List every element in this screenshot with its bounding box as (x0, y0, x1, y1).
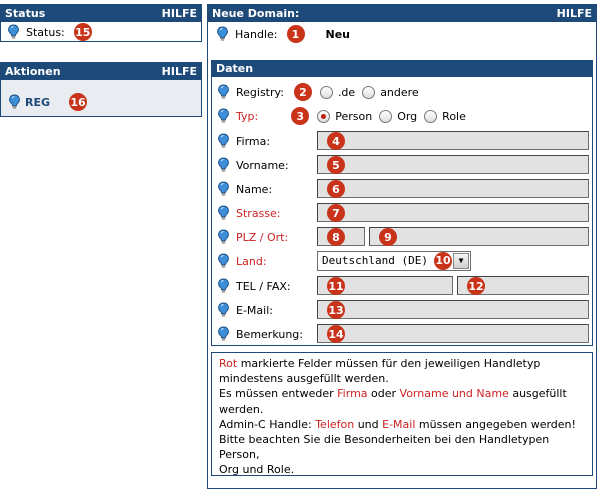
lightbulb-icon[interactable] (217, 253, 230, 269)
typ-role-label: Role (442, 109, 466, 123)
tel-fax-row (217, 276, 291, 296)
firma-label: Firma: (236, 134, 271, 148)
vorname-label: Vorname: (236, 158, 289, 172)
note-vorname-name: Vorname und Name (399, 387, 509, 401)
handle-label: Handle: (235, 27, 278, 41)
vorname-input[interactable] (317, 155, 589, 174)
domain-help-link[interactable]: HILFE (556, 7, 592, 20)
badge-4: 4 (327, 132, 345, 150)
plz-ort-label: PLZ / Ort: (236, 230, 289, 244)
name-input[interactable] (317, 179, 589, 198)
badge-14: 14 (327, 325, 345, 343)
reg-link[interactable]: REG (25, 95, 51, 109)
lightbulb-icon[interactable] (7, 24, 20, 40)
lightbulb-icon[interactable] (216, 26, 229, 42)
badge-2: 2 (294, 83, 312, 101)
firma-input[interactable] (317, 131, 589, 150)
note-rot: Rot (219, 357, 238, 370)
strasse-row (217, 203, 281, 223)
note-l5b: und (354, 417, 383, 431)
firma-row (217, 131, 270, 151)
badge-9: 9 (379, 228, 397, 246)
badge-3: 3 (291, 107, 309, 125)
name-row (217, 179, 272, 199)
email-label: E-Mail: (236, 303, 273, 317)
daten-header: Daten (212, 61, 592, 77)
bemerkung-input[interactable] (317, 324, 589, 343)
lightbulb-icon[interactable] (217, 181, 230, 197)
actions-panel (0, 62, 202, 117)
badge-11: 11 (327, 277, 345, 295)
note-line-1 (219, 356, 586, 371)
plz-input[interactable] (317, 227, 365, 246)
status-label: Status: (26, 25, 65, 39)
domain-panel-header (208, 5, 596, 22)
badge-6: 6 (327, 180, 345, 198)
note-email: E-Mail (382, 417, 416, 431)
note-line-2: mindestens ausgefüllt werden. (219, 372, 389, 386)
status-panel-header (1, 5, 201, 22)
email-row (217, 300, 273, 320)
note-line-7: Org und Role. (219, 463, 295, 477)
chevron-down-icon[interactable]: ▼ (453, 253, 469, 269)
fax-input[interactable] (457, 276, 589, 295)
lightbulb-icon[interactable] (217, 302, 230, 318)
strasse-input[interactable] (317, 203, 589, 222)
typ-person-label: Person (335, 109, 373, 123)
registry-row (217, 82, 426, 102)
note-l3c: ausgefüllt (508, 387, 567, 401)
typ-role-radio[interactable] (424, 110, 437, 123)
registry-andere-radio[interactable] (362, 86, 375, 99)
tel-input[interactable] (317, 276, 453, 295)
status-row (7, 22, 92, 42)
lightbulb-icon[interactable] (217, 205, 230, 221)
badge-12: 12 (467, 277, 485, 295)
registry-andere-label: andere (380, 85, 419, 99)
badge-13: 13 (327, 301, 345, 319)
note-line1-text: markierte Felder müssen für den jeweiligen Handletyp (237, 357, 541, 370)
badge-5: 5 (327, 156, 345, 174)
plz-ort-row (217, 227, 288, 247)
registry-label: Registry: (236, 85, 284, 99)
note-firma: Firma (337, 387, 368, 401)
note-l5c: müssen angegeben werden! (415, 417, 576, 431)
status-panel (0, 4, 202, 42)
registry-de-radio[interactable] (320, 86, 333, 99)
lightbulb-icon[interactable] (217, 157, 230, 173)
daten-panel (211, 60, 593, 346)
badge-10: 10 (434, 252, 452, 270)
actions-panel-header (1, 63, 201, 80)
ort-input[interactable] (369, 227, 589, 246)
lightbulb-icon[interactable] (8, 94, 21, 110)
lightbulb-icon[interactable] (217, 108, 230, 124)
note-line-3 (219, 386, 586, 401)
typ-person-radio[interactable] (317, 110, 330, 123)
note-line-4: werden. (219, 402, 264, 416)
lightbulb-icon[interactable] (217, 133, 230, 149)
note-line-6: Bitte beachten Sie die Besonderheiten bei den Handletypen Person, (219, 433, 550, 462)
land-row (217, 251, 267, 271)
strasse-label: Strasse: (236, 206, 281, 220)
note-line-5 (219, 417, 586, 432)
lightbulb-icon[interactable] (217, 229, 230, 245)
registry-de-label: .de (337, 85, 356, 99)
typ-org-label: Org (397, 109, 418, 123)
lightbulb-icon[interactable] (217, 326, 230, 342)
badge-8: 8 (327, 228, 345, 246)
lightbulb-icon[interactable] (217, 84, 230, 100)
tel-fax-label: TEL / FAX: (236, 279, 291, 293)
badge-15: 15 (74, 23, 92, 41)
typ-org-radio[interactable] (379, 110, 392, 123)
lightbulb-icon[interactable] (217, 278, 230, 294)
bemerkung-label: Bemerkung: (236, 327, 303, 341)
note-l5a: Admin-C Handle: (219, 417, 316, 431)
bemerkung-row (217, 324, 303, 344)
domain-panel-title: Neue Domain: (212, 7, 300, 20)
note-telefon: Telefon (315, 417, 355, 431)
status-help-link[interactable]: HILFE (161, 7, 197, 20)
actions-panel-title: Aktionen (5, 65, 61, 78)
actions-help-link[interactable]: HILFE (161, 65, 197, 78)
name-label: Name: (236, 182, 273, 196)
vorname-row (217, 155, 289, 175)
reg-row (8, 92, 87, 112)
badge-1: 1 (287, 25, 305, 43)
typ-label: Typ: (236, 109, 259, 123)
note-l3b: oder (367, 387, 400, 401)
land-label: Land: (236, 254, 267, 268)
land-select[interactable] (317, 251, 471, 271)
note-l3a: Es müssen entweder (219, 387, 338, 401)
badge-16: 16 (69, 93, 87, 111)
handle-value: Neu (325, 27, 350, 41)
typ-row (217, 106, 473, 126)
badge-7: 7 (327, 204, 345, 222)
help-notes (211, 352, 593, 476)
status-panel-title: Status (5, 7, 46, 20)
email-input[interactable] (317, 300, 589, 319)
handle-row (216, 24, 350, 44)
land-select-value: Deutschland (DE) (322, 254, 428, 267)
domain-panel (207, 4, 597, 489)
